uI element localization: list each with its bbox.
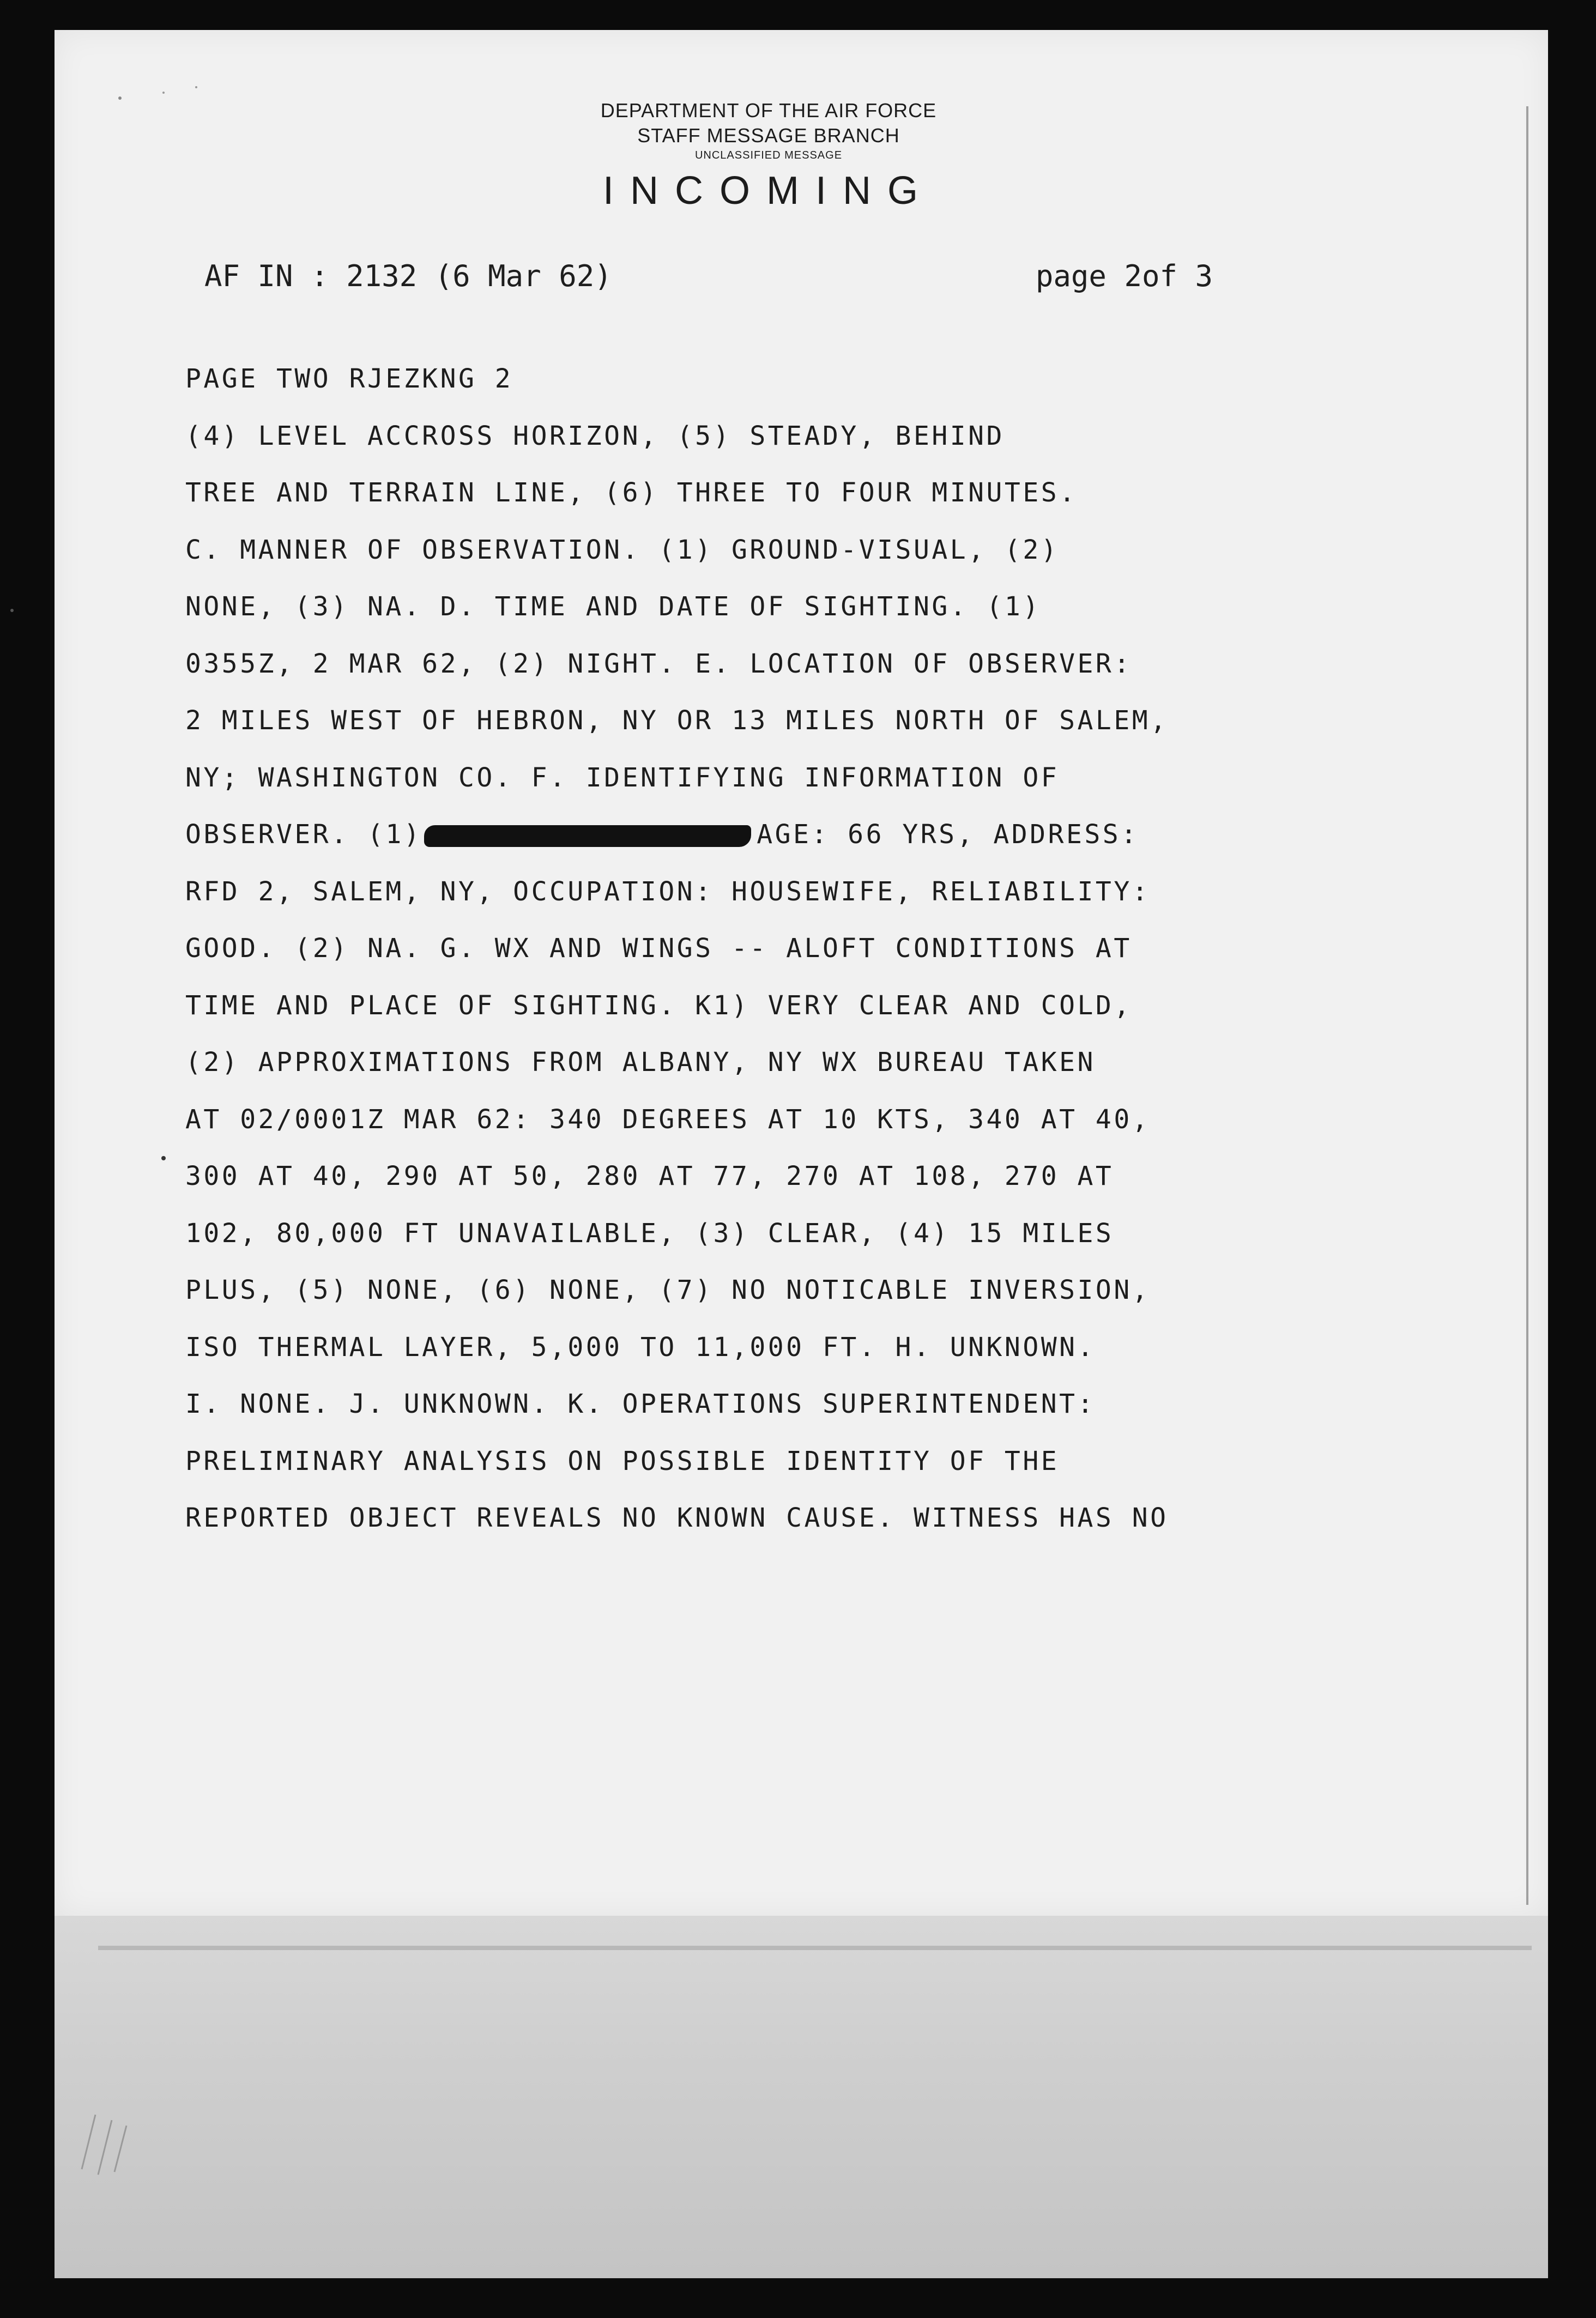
- redaction-mark: [424, 825, 751, 847]
- body-line: TREE AND TERRAIN LINE, (6) THREE TO FOUR MINUTES.: [185, 477, 1078, 508]
- body-line: PLUS, (5) NONE, (6) NONE, (7) NO NOTICABLE INVERSION,: [185, 1275, 1151, 1305]
- body-line: RFD 2, SALEM, NY, OCCUPATION: HOUSEWIFE, RELIABILITY:: [185, 876, 1151, 907]
- observer-age-address: AGE: 66 YRS, ADDRESS:: [757, 819, 1139, 850]
- body-line-redacted: [185, 815, 1385, 873]
- body-line: 102, 80,000 FT UNAVAILABLE, (3) CLEAR, (4) 15 MILES: [185, 1218, 1114, 1249]
- body-line: (2) APPROXIMATIONS FROM ALBANY, NY WX BUREAU TAKEN: [185, 1047, 1096, 1078]
- body-line: GOOD. (2) NA. G. WX AND WINGS -- ALOFT CONDITIONS AT: [185, 933, 1132, 964]
- body-line: TIME AND PLACE OF SIGHTING. K1) VERY CLEAR AND COLD,: [185, 990, 1132, 1021]
- body-line: NY; WASHINGTON CO. F. IDENTIFYING INFORMATION OF: [185, 762, 1060, 793]
- body-line: PRELIMINARY ANALYSIS ON POSSIBLE IDENTITY OF THE: [185, 1445, 1060, 1476]
- mount-edge-line: [98, 1946, 1532, 1950]
- af-in-reference: AF IN : 2132 (6 Mar 62): [204, 259, 612, 293]
- page-right-edge: [1526, 106, 1528, 1905]
- body-line: (4) LEVEL ACCROSS HORIZON, (5) STEADY, BEHIND: [185, 420, 1005, 451]
- body-line: NONE, (3) NA. D. TIME AND DATE OF SIGHTING. (1): [185, 591, 1041, 622]
- body-line: I. NONE. J. UNKNOWN. K. OPERATIONS SUPERINTENDENT:: [185, 1389, 1096, 1419]
- observer-label: OBSERVER. (1): [185, 819, 422, 850]
- department-title: DEPARTMENT OF THE AIR FORCE: [600, 99, 937, 122]
- body-line: 2 MILES WEST OF HEBRON, NY OR 13 MILES NORTH OF SALEM,: [185, 705, 1169, 736]
- message-type-title: INCOMING: [603, 169, 934, 213]
- body-line: 0355Z, 2 MAR 62, (2) NIGHT. E. LOCATION OF OBSERVER:: [185, 648, 1132, 679]
- body-line: 300 AT 40, 290 AT 50, 280 AT 77, 270 AT 108, 270 AT: [185, 1161, 1114, 1191]
- document-header: [469, 98, 1068, 218]
- mount-background: [55, 1897, 1548, 2278]
- body-line: AT 02/0001Z MAR 62: 340 DEGREES AT 10 KTS, 340 AT 40,: [185, 1104, 1151, 1135]
- body-line: C. MANNER OF OBSERVATION. (1) GROUND-VISUAL, (2): [185, 534, 1060, 565]
- body-line: PAGE TWO RJEZKNG 2: [185, 364, 513, 394]
- classification-label: UNCLASSIFIED MESSAGE: [694, 149, 843, 161]
- body-line: REPORTED OBJECT REVEALS NO KNOWN CAUSE. WITNESS HAS NO: [185, 1503, 1169, 1533]
- body-line: ISO THERMAL LAYER, 5,000 TO 11,000 FT. H. UNKNOWN.: [185, 1332, 1096, 1363]
- reference-line: [204, 259, 1213, 293]
- message-body: [185, 360, 1385, 1556]
- branch-title: STAFF MESSAGE BRANCH: [637, 124, 900, 147]
- page-indicator: page 2of 3: [1035, 259, 1213, 293]
